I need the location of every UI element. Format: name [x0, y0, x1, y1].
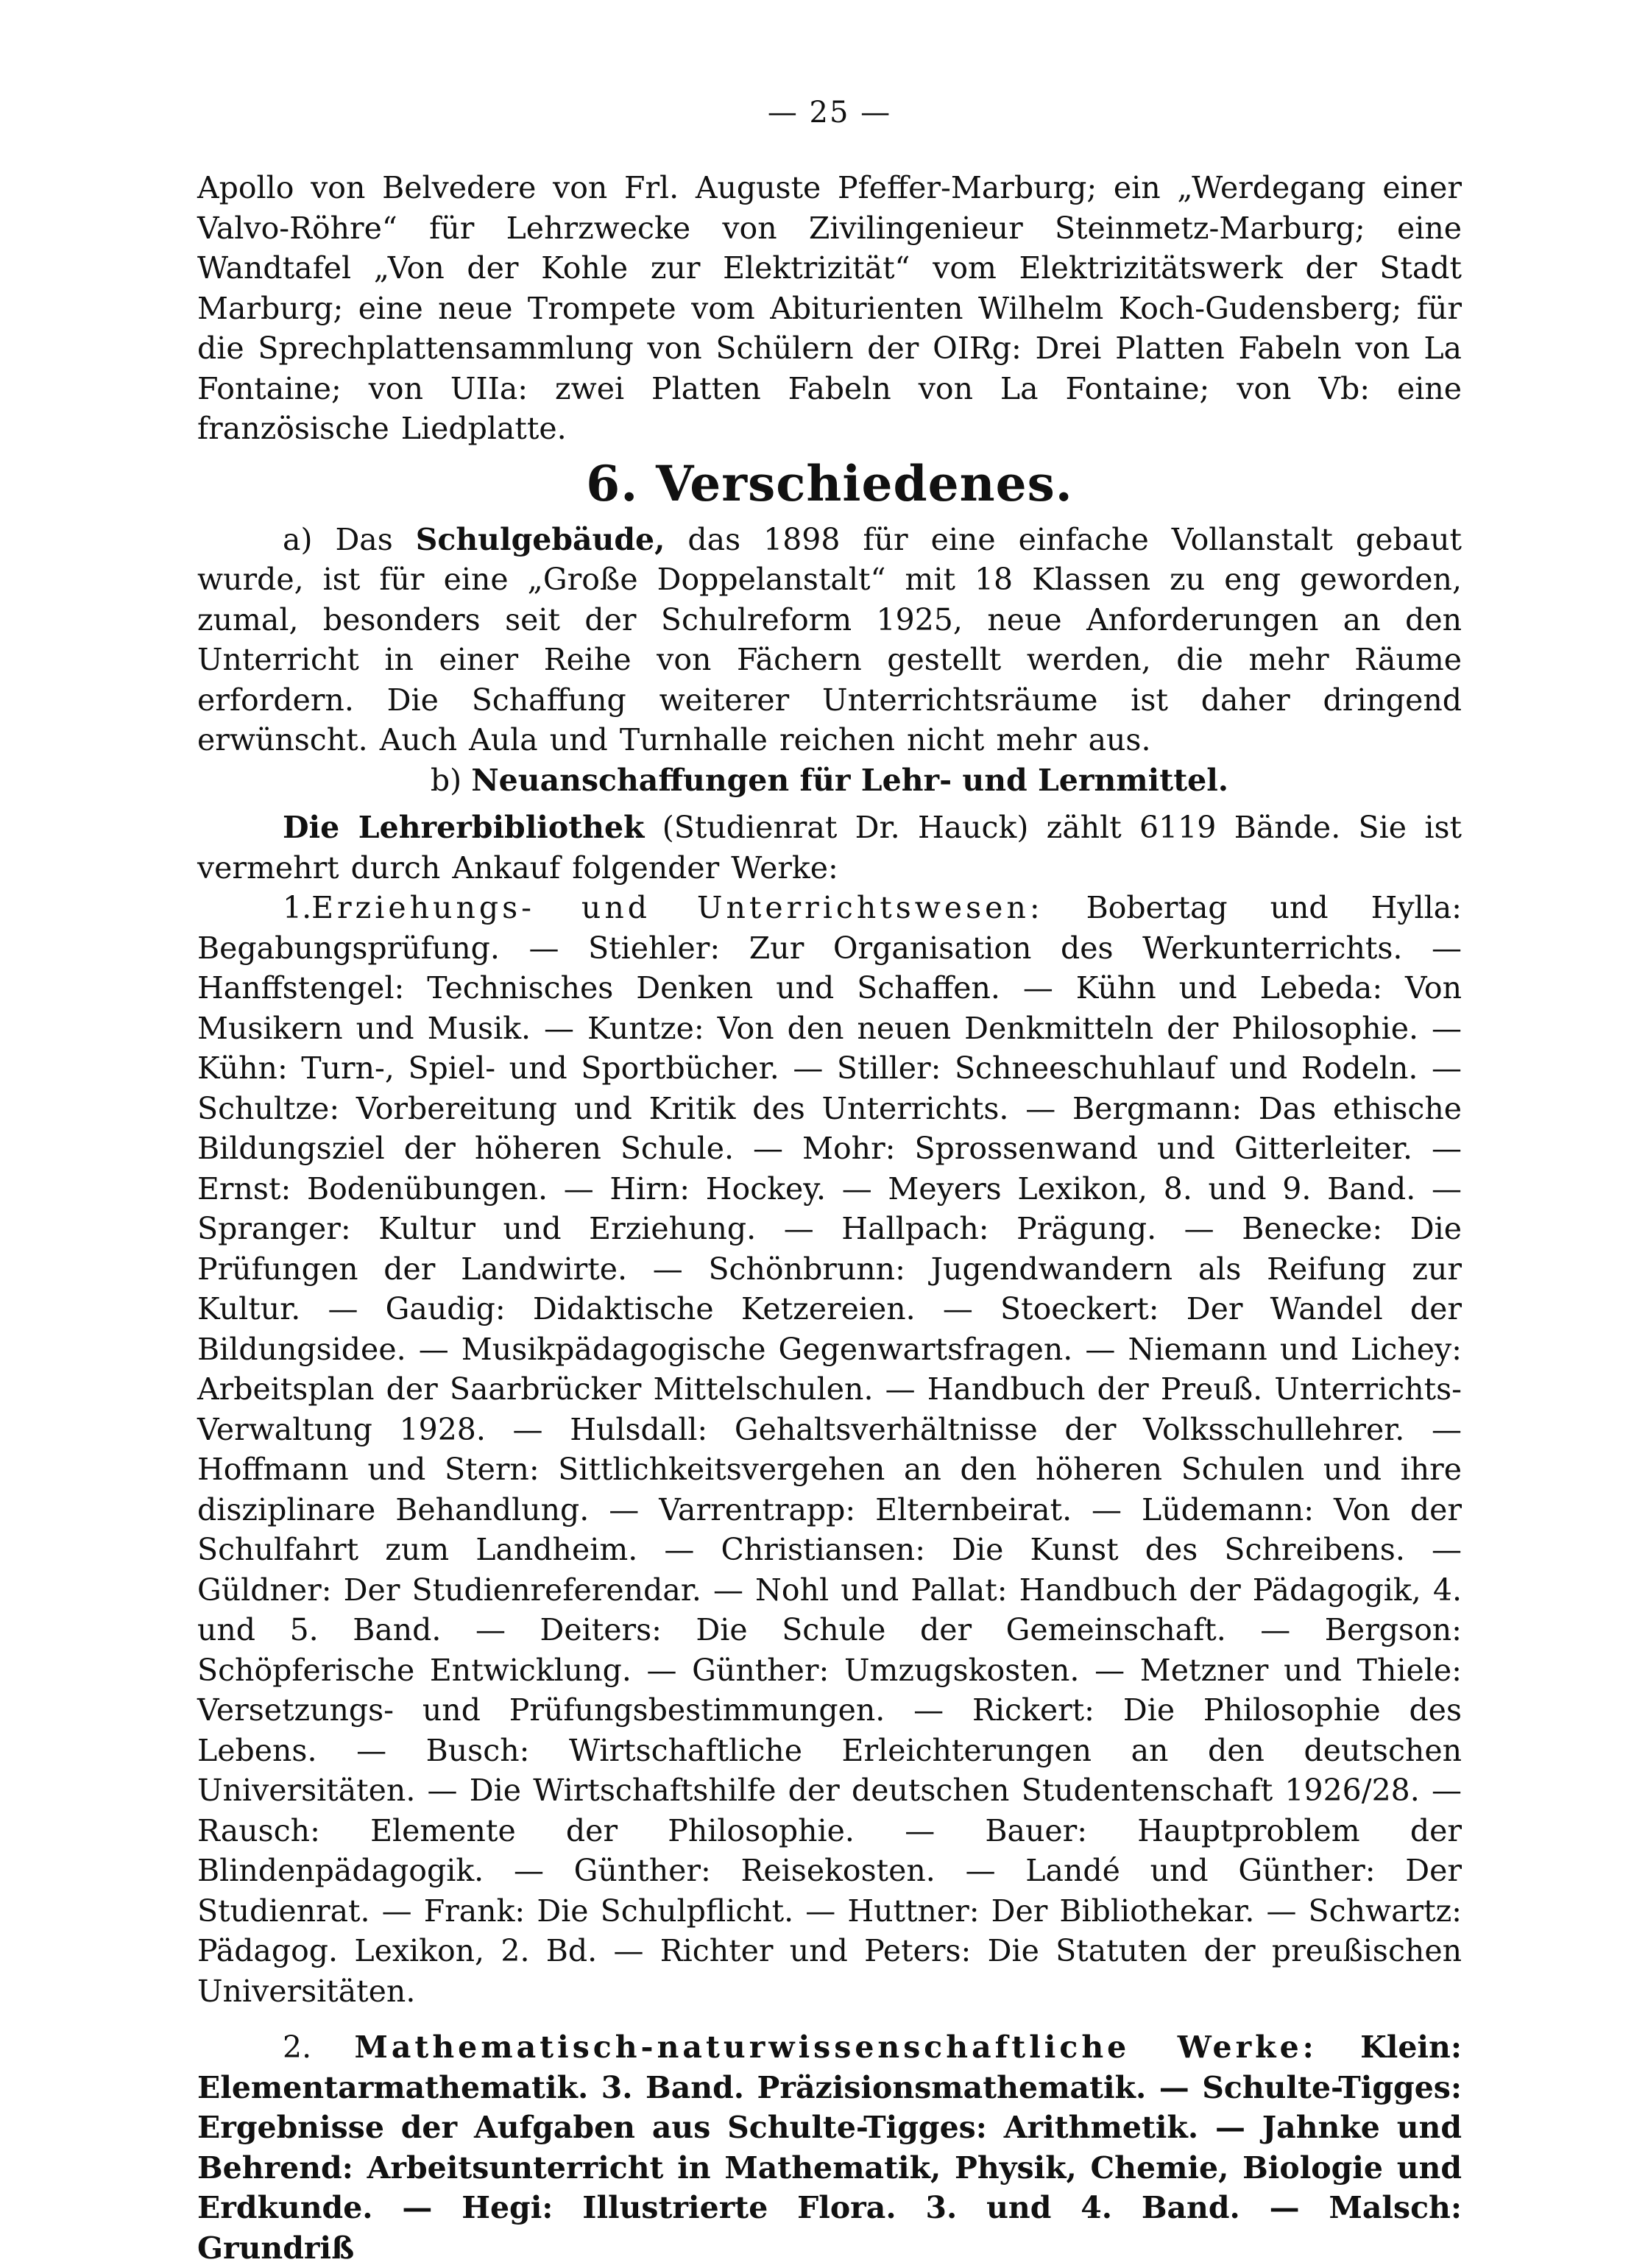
library-text: (Studienrat Dr. Hauck) zählt 6119 Bände. Sie ist vermehrt durch Ankauf folgender Werke:	[197, 810, 1462, 886]
library-bold: Die Lehrerbibliothek	[283, 810, 645, 845]
intro-paragraph: Apollo von Belvedere von Frl. Auguste Pfeffer-Marburg; ein „Werdegang einer Valvo-Röhre“ für Lehrzwecke von Zivilingenieur Steinmetz-Marburg; eine Wandtafel „Von der Kohle zur Elektrizität“ vom Elektrizitätswerk der Stadt Marburg; eine neue Trompete vom Abiturienten Wilhelm Koch-Gudensberg; für die Sprechplattensammlung von Schülern der OIRg: Drei Platten Fabeln von La Fontaine; von UIIa: zwei Platten Fabeln von La Fontaine; von Vb: eine französische Liedplatte.	[197, 170, 1462, 446]
list-item-1	[197, 888, 1462, 2011]
list-item-1-heading: Erziehungs- und Unterrichtswesen:	[311, 890, 1044, 925]
list-item-1-number: 1.	[283, 890, 312, 925]
subheading-b-title: Neuanschaffungen für Lehr- und Lernmittel.	[471, 762, 1229, 798]
document-page	[197, 96, 1462, 2268]
section-title: 6. Verschiedenes.	[586, 454, 1073, 512]
paragraph-a	[197, 520, 1462, 760]
paragraph-a-label: a) Das	[283, 521, 393, 557]
library-paragraph	[197, 808, 1462, 888]
paragraph-a-bold: Schulgebäude,	[415, 521, 665, 557]
list-item-2-heading: Mathematisch-naturwissenschaftliche Werke:	[354, 2029, 1318, 2065]
list-item-2	[197, 2027, 1462, 2268]
subheading-b-label: b)	[430, 762, 462, 798]
list-item-2-number: 2.	[283, 2029, 312, 2065]
list-item-1-text: Bobertag und Hylla: Begabungsprüfung. — Stiehler: Zur Organisation des Werkunterrichts. — Hanffstengel: Technisches Denken und Schaffen. — Kühn und Lebeda: Von Musikern und Musik. — Kuntze: Von den neuen Denkmitteln der Philosophie. — Kühn: Turn-, Spiel- und Sportbücher. — Stiller: Schneeschuhlauf und Rodeln. — Schultze: Vorbereitung und Kritik des Unterrichts. — Bergmann: Das ethische Bildungsziel der höheren Schule. — Mohr: Sprossenwand und Gitterleiter. — Ernst: Bodenübungen. — Hirn: Hockey. — Meyers Lexikon, 8. und 9. Band. — Spranger: Kultur und Erziehung. — Hallpach: Prägung. — Benecke: Die Prüfungen der Landwirte. — Schönbrunn: Jugendwandern als Reifung zur Kultur. — Gaudig: Didaktische Ketzereien. — Stoeckert: Der Wandel der Bildungsidee. — Musikpädagogische Gegenwartsfragen. — Niemann und Lichey: Arbeitsplan der Saarbrücker Mittelschulen. — Handbuch der Preuß. Unterrichts-Verwaltung 1928. — Hulsdall: Gehaltsverhältnisse der Volksschullehrer. — Hoffmann und Stern: Sittlichkeitsvergehen an den höheren Schulen und ihre disziplinare Behandlung. — Varrentrapp: Elternbeirat. — Lüdemann: Von der Schulfahrt zum Landheim. — Christiansen: Die Kunst des Schreibens. — Güldner: Der Studienreferendar. — Nohl und Pallat: Handbuch der Pädagogik, 4. und 5. Band. — Deiters: Die Schule der Gemeinschaft. — Bergson: Schöpferische Entwicklung. — Günther: Umzugskosten. — Metzner und Thiele: Versetzungs- und Prüfungsbestimmungen. — Rickert: Die Philosophie des Lebens. — Busch: Wirtschaftliche Erleichterungen an den deutschen Universitäten. — Die Wirtschaftshilfe der deutschen Studentenschaft 1926/28. — Rausch: Elemente der Philosophie. — Bauer: Hauptproblem der Blindenpädagogik. — Günther: Reisekosten. — Landé und Günther: Der Studienrat. — Frank: Die Schulpflicht. — Huttner: Der Bibliothekar. — Schwartz: Pädagog. Lexikon, 2. Bd. — Richter und Peters: Die Statuten der preußischen Universitäten.	[197, 890, 1462, 2009]
paragraph-a-text: das 1898 für eine einfache Vollanstalt gebaut wurde, ist für eine „Große Doppelanstalt“ mit 18 Klassen zu eng geworden, zumal, besonders seit der Schulreform 1925, neue Anforderungen an den Unterricht in einer Reihe von Fächern gestellt werden, die mehr Räume erfordern. Die Schaffung weiterer Unterrichtsräume ist daher dringend erwünscht. Auch Aula und Turnhalle reichen nicht mehr aus.	[197, 521, 1462, 757]
subheading-b	[197, 760, 1462, 801]
page-number: — 25 —	[767, 96, 892, 130]
list-item-2-text: Klein: Elementarmathematik. 3. Band. Präzisionsmathematik. — Schulte-Tigges: Ergebnisse der Aufgaben aus Schulte-Tigges: Arithmetik. — Jahnke und Behrend: Arbeitsunterricht in Mathematik, Physik, Chemie, Biologie und Erdkunde. — Hegi: Illustrierte Flora. 3. und 4. Band. — Malsch: Grundriß	[197, 2029, 1462, 2266]
